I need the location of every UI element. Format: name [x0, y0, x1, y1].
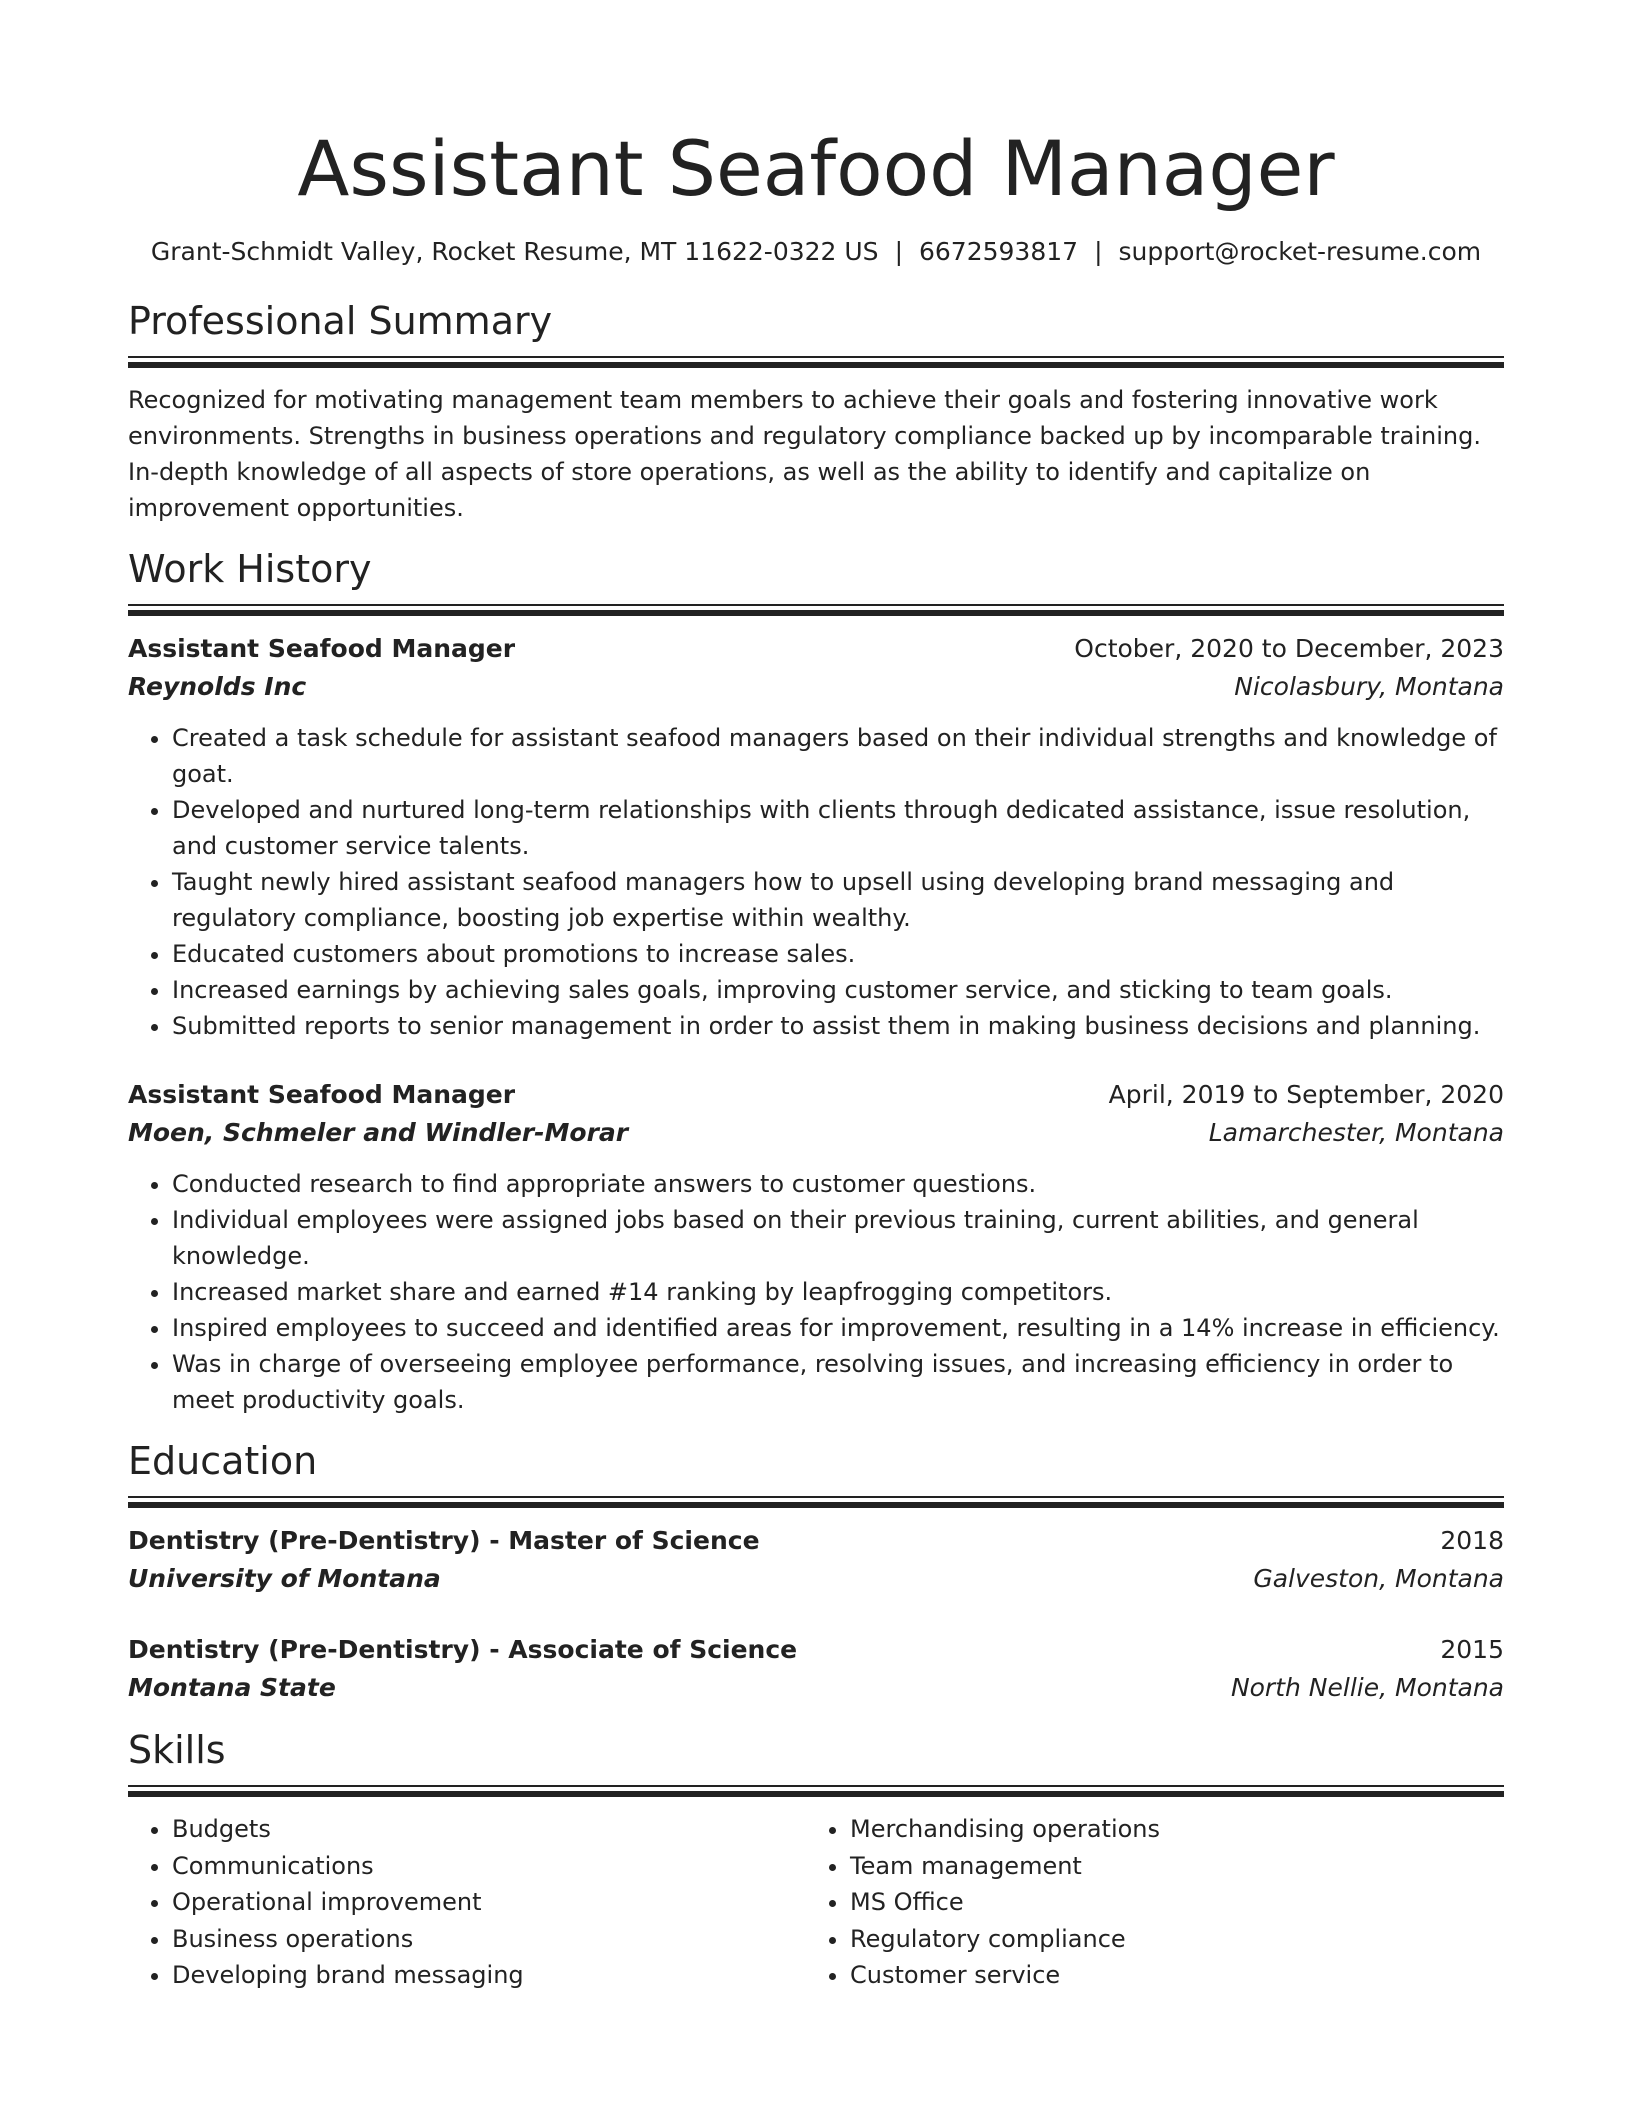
- job-title: Assistant Seafood Manager: [128, 1080, 516, 1109]
- education-section: [128, 1436, 1504, 1707]
- work-history-section: [128, 544, 1504, 1418]
- job-header: [128, 1076, 1504, 1114]
- skill-item: • Business operations: [172, 1921, 806, 1958]
- skill-item: • Developing brand messaging: [172, 1957, 806, 1994]
- education-entry: [128, 1631, 1504, 1707]
- section-divider: [128, 610, 1504, 616]
- school-location: North Nellie, Montana: [1230, 1673, 1504, 1702]
- job-subheader: [128, 1114, 1504, 1152]
- education-year: 2018: [1440, 1526, 1504, 1555]
- skill-item: • Regulatory compliance: [850, 1921, 1484, 1958]
- skill-item: • Operational improvement: [172, 1884, 806, 1921]
- contact-phone: 6672593817: [919, 237, 1079, 266]
- degree-title: Dentistry (Pre-Dentistry) - Master of Science: [128, 1526, 760, 1555]
- job-subheader: [128, 668, 1504, 706]
- job-bullets: [128, 1166, 1504, 1418]
- job-entry: [128, 630, 1504, 1044]
- job-title: Assistant Seafood Manager: [128, 634, 516, 663]
- contact-address: Grant-Schmidt Valley, Rocket Resume, MT 11622-0322 US: [150, 237, 879, 266]
- job-company: Moen, Schmeler and Windler-Morar: [128, 1118, 629, 1147]
- job-dates: April, 2019 to September, 2020: [1108, 1080, 1504, 1109]
- list-item: • Was in charge of overseeing employee performance, resolving issues, and increasing efficiency in order to meet productivity goals.: [172, 1346, 1504, 1418]
- contact-separator: |: [1094, 237, 1103, 266]
- section-divider: [128, 604, 1504, 606]
- skills-section: [128, 1725, 1504, 1994]
- education-subheader: [128, 1560, 1504, 1598]
- skill-item: • Merchandising operations: [850, 1811, 1484, 1848]
- school-location: Galveston, Montana: [1253, 1564, 1504, 1593]
- degree-title: Dentistry (Pre-Dentistry) - Associate of Science: [128, 1635, 798, 1664]
- education-entry: [128, 1522, 1504, 1598]
- skill-item: • Team management: [850, 1848, 1484, 1885]
- job-header: [128, 630, 1504, 668]
- job-bullets: [128, 720, 1504, 1044]
- job-location: Nicolasbury, Montana: [1234, 672, 1504, 701]
- contact-line: [128, 234, 1504, 270]
- section-divider: [128, 1785, 1504, 1787]
- summary-text: Recognized for motivating management team members to achieve their goals and fostering innovative work environments. Strengths in business operations and regulatory compliance backed up by incomparable training. In-depth knowledge of all aspects of store operations, as well as the ability to identify and capitalize on improvement opportunities.: [128, 386, 1481, 522]
- list-item: • Developed and nurtured long-term relationships with clients through dedicated assistance, issue resolution, and customer service talents.: [172, 792, 1504, 864]
- list-item: • Educated customers about promotions to increase sales.: [172, 936, 1504, 972]
- school-name: Montana State: [128, 1673, 336, 1702]
- list-item: • Submitted reports to senior management in order to assist them in making business decisions and planning.: [172, 1008, 1504, 1044]
- education-header: [128, 1522, 1504, 1560]
- list-item: • Created a task schedule for assistant seafood managers based on their individual strengths and knowledge of goat.: [172, 720, 1504, 792]
- list-item: • Conducted research to find appropriate answers to customer questions.: [172, 1166, 1504, 1202]
- section-title-education: Education: [128, 1439, 318, 1483]
- resume-page: [128, 0, 1504, 1994]
- education-header: [128, 1631, 1504, 1669]
- section-divider: [128, 356, 1504, 358]
- skills-grid: [128, 1811, 1504, 1994]
- job-dates: October, 2020 to December, 2023: [1074, 634, 1504, 663]
- list-item: • Increased market share and earned #14 ranking by leapfrogging competitors.: [172, 1274, 1504, 1310]
- skill-item: • MS Office: [850, 1884, 1484, 1921]
- school-name: University of Montana: [128, 1564, 441, 1593]
- section-divider: [128, 1502, 1504, 1508]
- section-divider: [128, 1496, 1504, 1498]
- job-company: Reynolds Inc: [128, 672, 307, 701]
- skills-column-left: [128, 1811, 806, 1994]
- list-item: • Increased earnings by achieving sales goals, improving customer service, and sticking to team goals.: [172, 972, 1504, 1008]
- skill-item: • Budgets: [172, 1811, 806, 1848]
- list-item: • Taught newly hired assistant seafood managers how to upsell using developing brand messaging and regulatory compliance, boosting job expertise within wealthy.: [172, 864, 1504, 936]
- list-item: • Individual employees were assigned jobs based on their previous training, current abilities, and general knowledge.: [172, 1202, 1504, 1274]
- skills-column-right: [806, 1811, 1484, 1994]
- list-item: • Inspired employees to succeed and identified areas for improvement, resulting in a 14% increase in efficiency.: [172, 1310, 1504, 1346]
- job-entry: [128, 1076, 1504, 1418]
- skill-item: • Customer service: [850, 1957, 1484, 1994]
- contact-separator: |: [894, 237, 903, 266]
- education-year: 2015: [1440, 1635, 1504, 1664]
- education-subheader: [128, 1669, 1504, 1707]
- section-divider: [128, 362, 1504, 368]
- section-title-skills: Skills: [128, 1728, 226, 1772]
- summary-section: [128, 296, 1504, 526]
- section-divider: [128, 1791, 1504, 1797]
- contact-email: support@rocket-resume.com: [1118, 237, 1482, 266]
- skill-item: • Communications: [172, 1848, 806, 1885]
- section-title-work-history: Work History: [128, 547, 372, 591]
- candidate-name: Assistant Seafood Manager: [297, 124, 1335, 213]
- job-location: Lamarchester, Montana: [1208, 1118, 1504, 1147]
- section-title-summary: Professional Summary: [128, 299, 553, 343]
